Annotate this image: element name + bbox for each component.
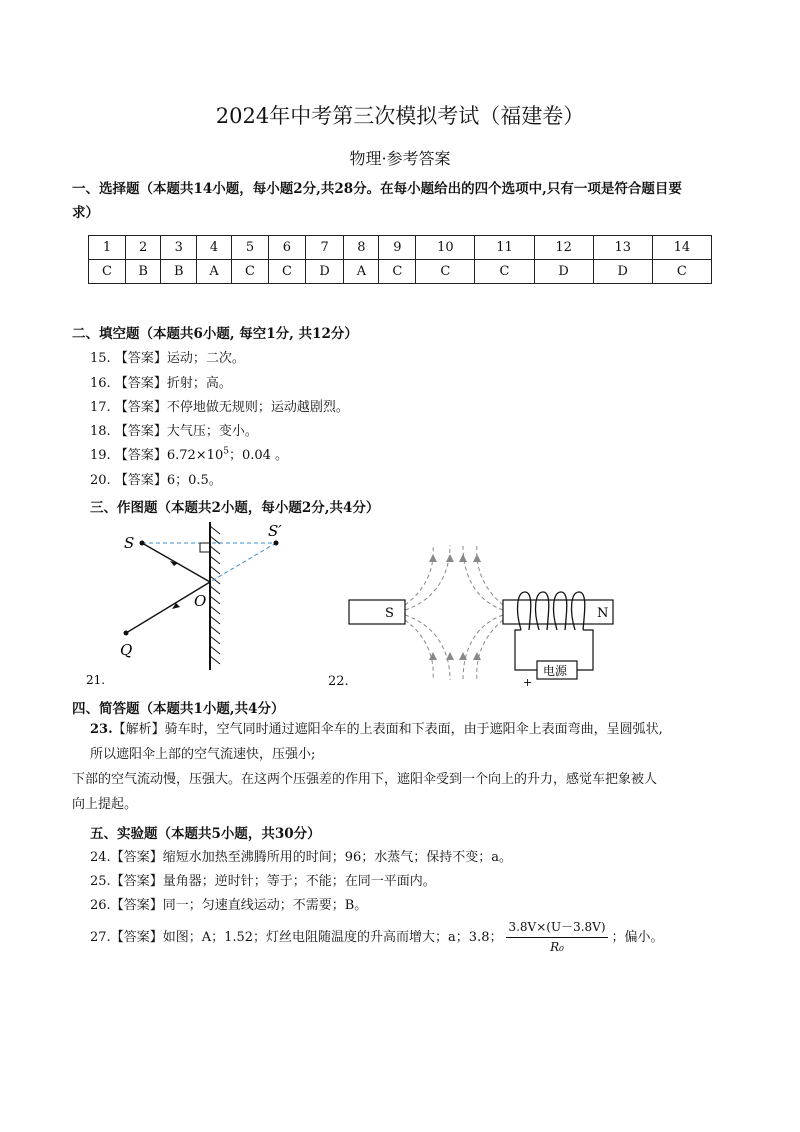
answer-text: 折射；高。 xyxy=(166,376,232,391)
answer-item-23-line4: 向上提起。 xyxy=(72,797,138,812)
answer-label: 【答案】 xyxy=(110,898,163,913)
answer-item-15 xyxy=(90,347,245,366)
figure-22-caption: 22. xyxy=(328,674,349,689)
answer-text: 大气压；变小。 xyxy=(166,424,258,439)
answer-cell: B xyxy=(125,260,161,284)
answer-cell: D xyxy=(305,260,344,284)
section1-heading: 一、选择题（本题共14小题，每小题2分,共28分。在每小题给出的四个选项中,只有一项是符合题目要 xyxy=(72,181,682,197)
answer-text: 同一；匀速直线运动；不需要；B。 xyxy=(162,898,368,913)
question-number: 6 xyxy=(268,236,305,260)
analysis-label: 【解析】 xyxy=(112,722,165,737)
page-title: 2024年中考第三次模拟考试（福建卷） xyxy=(215,104,585,128)
label-s: S xyxy=(124,534,135,552)
answer-label: 【答案】 xyxy=(110,930,163,945)
power-supply-label: 电源 xyxy=(543,664,568,678)
answer-label: 【答案】 xyxy=(110,874,163,889)
label-s-prime: S′ xyxy=(268,522,282,540)
answer-text: ；偏小。 xyxy=(611,930,664,945)
item-number: 19. xyxy=(90,448,111,463)
answer-cell: C xyxy=(268,260,305,284)
magnet-label-s: S xyxy=(385,606,394,621)
point-q xyxy=(124,631,129,636)
section1-heading-cont: 求） xyxy=(72,205,99,221)
question-number: 14 xyxy=(652,236,711,260)
item-number: 15. xyxy=(90,351,111,366)
answer-cell: C xyxy=(652,260,711,284)
answer-table xyxy=(88,235,712,284)
answer-cell: C xyxy=(232,260,269,284)
answer-item-23-line1 xyxy=(90,718,663,742)
answer-cell: A xyxy=(344,260,379,284)
answer-cell: B xyxy=(161,260,197,284)
question-number: 12 xyxy=(534,236,593,260)
answer-item-25 xyxy=(90,870,436,889)
answer-table-number-row xyxy=(89,236,712,260)
answer-item-16 xyxy=(90,372,232,391)
item-number: 20. xyxy=(90,473,111,488)
question-number: 5 xyxy=(232,236,269,260)
question-number: 7 xyxy=(305,236,344,260)
analysis-text: 骑车时，空气同时通过遮阳伞车的上表面和下表面，由于遮阳伞上表面弯曲，呈圆弧状, xyxy=(164,722,663,737)
answer-label: 【答案】 xyxy=(110,850,163,865)
exponent: 5 xyxy=(223,446,229,457)
answer-text: 6.72×10 xyxy=(166,448,224,463)
item-number: 18. xyxy=(90,424,111,439)
answer-item-19 xyxy=(90,444,288,463)
answer-label: 【答案】 xyxy=(114,400,167,415)
item-number: 16. xyxy=(90,376,111,391)
mirror-hatching xyxy=(210,526,220,664)
section5-heading: 五、实验题（本题共5小题，共30分） xyxy=(90,826,321,842)
question-number: 13 xyxy=(593,236,652,260)
bar-magnet xyxy=(349,600,405,624)
answer-label: 【答案】 xyxy=(114,351,167,366)
answer-text: 运动；二次。 xyxy=(166,351,245,366)
answer-cell: C xyxy=(416,260,475,284)
answer-label: 【答案】 xyxy=(114,448,167,463)
solenoid-label-n: N xyxy=(597,606,609,621)
plus-terminal-label: + xyxy=(523,676,533,689)
fraction-denominator: R₀ xyxy=(550,940,564,954)
magnetic-field-lines xyxy=(405,545,503,680)
answer-label: 【答案】 xyxy=(114,424,167,439)
answer-cell: C xyxy=(379,260,416,284)
formula-fraction xyxy=(506,919,607,956)
answer-cell: A xyxy=(197,260,232,284)
answer-text: 6；0.5。 xyxy=(166,473,222,488)
question-number: 9 xyxy=(379,236,416,260)
item-number: 25. xyxy=(90,874,111,889)
answer-item-23-line2: 所以遮阳伞上部的空气流速快，压强小; xyxy=(90,747,316,762)
label-o: O xyxy=(194,592,207,610)
answer-label: 【答案】 xyxy=(114,376,167,391)
field-arrow-icons xyxy=(429,554,481,660)
answer-cell: D xyxy=(593,260,652,284)
answer-item-17 xyxy=(90,396,349,415)
item-number: 24. xyxy=(90,850,111,865)
page-subtitle: 物理·参考答案 xyxy=(349,149,451,168)
answer-text: 不停地做无规则；运动越剧烈。 xyxy=(166,400,349,415)
figure-22-magnet-diagram xyxy=(325,540,625,690)
question-number: 1 xyxy=(89,236,126,260)
answer-text: 如图；A；1.52；灯丝电阻随温度的升高而增大；a；3.8； xyxy=(162,930,503,945)
point-s xyxy=(140,541,145,546)
answer-item-23-line3: 下部的空气流动慢，压强大。在这两个压强差的作用下，遮阳伞受到一个向上的升力，感觉车把象被人 xyxy=(72,772,658,787)
item-number: 26. xyxy=(90,898,111,913)
section2-heading: 二、填空题（本题共6小题, 每空1分, 共12分） xyxy=(72,326,358,342)
point-s-prime xyxy=(274,541,279,546)
answer-item-27 xyxy=(90,918,664,958)
question-number: 2 xyxy=(125,236,161,260)
virtual-ray-dashed-line xyxy=(210,543,276,582)
question-number: 10 xyxy=(416,236,475,260)
answer-cell: D xyxy=(534,260,593,284)
question-number: 4 xyxy=(197,236,232,260)
answer-item-24 xyxy=(90,846,512,865)
answer-table-answer-row xyxy=(89,260,712,284)
right-angle-marker xyxy=(200,543,210,552)
question-number: 8 xyxy=(344,236,379,260)
question-number: 11 xyxy=(475,236,534,260)
answer-label: 【答案】 xyxy=(114,473,167,488)
answer-item-26 xyxy=(90,894,367,913)
answer-item-18 xyxy=(90,420,258,439)
fraction-numerator: 3.8V×(U－3.8V) xyxy=(506,919,607,938)
answer-text: 量角器；逆时针；等于；不能；在同一平面内。 xyxy=(162,874,436,889)
item-number: 23. xyxy=(90,722,113,737)
answer-cell: C xyxy=(89,260,126,284)
item-number: 27. xyxy=(90,930,111,945)
item-number: 17. xyxy=(90,400,111,415)
figure-21-mirror-diagram xyxy=(80,520,310,690)
question-number: 3 xyxy=(161,236,197,260)
figure-21-caption: 21. xyxy=(86,673,106,687)
answer-item-20 xyxy=(90,469,222,488)
answer-text: ；0.04 。 xyxy=(228,448,289,463)
section3-heading: 三、作图题（本题共2小题，每小题2分,共4分） xyxy=(90,500,380,516)
label-q: Q xyxy=(120,641,133,659)
answer-text: 缩短水加热至沸腾所用的时间；96；水蒸气；保持不变；a。 xyxy=(162,850,512,865)
answer-cell: C xyxy=(475,260,534,284)
section4-heading: 四、简答题（本题共1小题,共4分） xyxy=(72,701,285,717)
